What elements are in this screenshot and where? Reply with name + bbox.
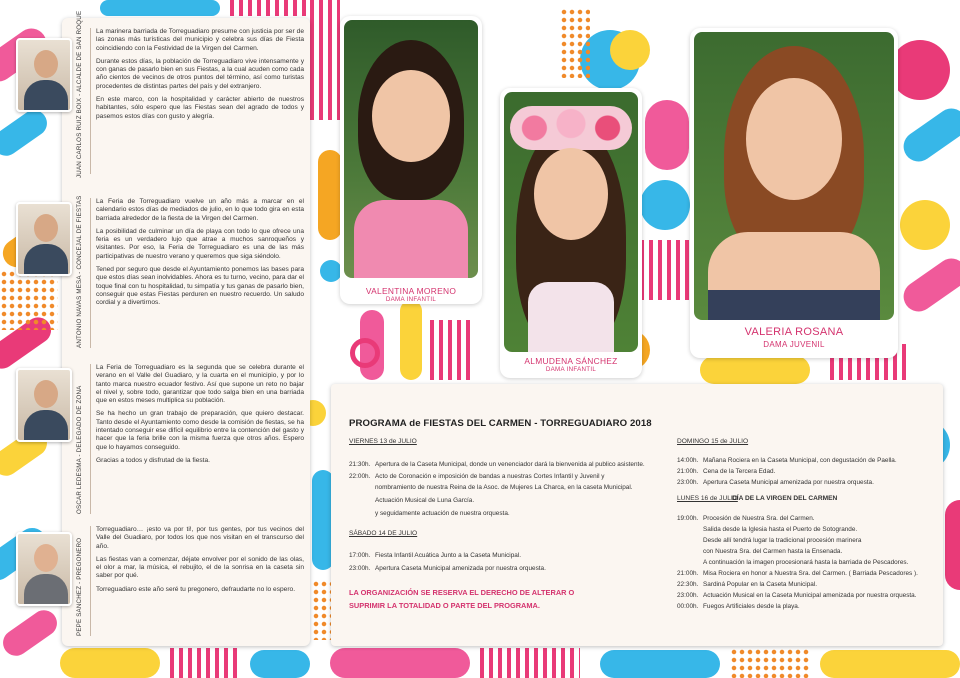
program-event: 14:00h. Mañana Rociera en la Caseta Municipal, con degustación de Paella. [677, 457, 897, 464]
day-heading: VIERNES 13 de JULIO [349, 438, 417, 445]
program-event: y seguidamente actuación de nuestra orquesta. [375, 510, 510, 517]
greeting-delegate [62, 364, 310, 514]
greeting-text: La Feria de Torreguadiaro vuelve un año más a marcar en el calendario estos días de mediados de julio, en lo que todo gira en esta barriada alrededor de la fiesta de la Virgen del Carmen. La posibilidad de culminar un día de playa con todo lo que ofrece una feria es un verdadero lujo que atrae a muchos sanroqueños y visitantes. Por eso, la Feria de Torreguadiaro es una de las más participativas de nuestro verano y queremos que siga siéndolo. Tened por seguro que desde el Ayuntamiento ponemos las bases para que estos días sean inolvidables. Ahora es tu turno, vecino, para dar el toque final con tu hospitalidad, tu simpatía y tus ganas de pasarlo bien, conseguir que estas Fiestas perduren en nuestro recuerdo. Un saludo cordial y a divertirnos. [96, 198, 304, 307]
organization-notice: LA ORGANIZACIÓN SE RESERVA EL DERECHO DE ALTERAR O SUPRIMIR LA TOTALIDAD O PARTE DEL PROGRAMA. [349, 588, 575, 610]
program-panel [331, 384, 943, 646]
greeting-text: La marinera barriada de Torreguadiaro presume con justicia por ser de las zonas más turísticas del municipio y celebra sus días de Fiesta coincidiendo con la Festividad de la Virgen del Carmen. Durante estos días, la población de Torreguadiaro vive intensamente y con ganas de pasarlo bien en sus Fiestas, a la cual acuden como cada año cientos de vecinos de otros puntos del término, así como turistas procedentes de distintas partes del país y del extranjero. En este marco, con la hospitalidad y carácter abierto de nuestros habitantes, sólo espero que las Fiestas sean del agrado de todos y pasemos estos días con gusto y alegría. [96, 28, 304, 120]
person-caption: ANTONIO NAVAS MESA - CONCEJAL DE FIESTAS [76, 195, 83, 348]
program-event: 00:00h. Fuegos Artificiales desde la playa. [677, 603, 800, 610]
program-event: Desde allí tendrá lugar la tradicional procesión marinera [703, 537, 862, 544]
dama-role: DAMA INFANTIL [385, 296, 437, 303]
dama-name: VALENTINA MORENO [365, 286, 457, 296]
program-event: 21:00h. Misa Rociera en honor a Nuestra Sra. del Carmen. ( Barriada Pescadores ). [677, 570, 918, 577]
day-heading: SÁBADO 14 DE JULIO [349, 530, 418, 537]
greeting-text: Torreguadiaro… ¡esto va por ti!, por tus gentes, por tus vecinos del Valle del Guadiaro, por todos los que nos visitan en el transcurso del año. Las fiestas van a comenzar, déjate envolver por el sonido de las olas, el olor a mar, la música, el rebujito, el de la sonrisa en la caseta sin saber por qué. Torreguadiaro este año seré tu pregonero, defraudarte no lo espero. [96, 526, 304, 593]
person-caption: PEPE SÁNCHEZ - PREGONERO [76, 537, 83, 636]
photo-card-almudena [500, 88, 642, 378]
dama-role: DAMA INFANTIL [545, 366, 597, 373]
program-event: 22:00h. Acto de Coronación e imposición de bandas a nuestras Cortes Infantil y Juvenil y [349, 473, 605, 480]
dama-name: ALMUDENA SÁNCHEZ [524, 356, 618, 366]
program-event: nombramiento de nuestra Reina de la Asoc. de Mujeres La Charca, en la caseta Municipal. [375, 484, 633, 491]
program-event: Actuación Musical de Luna García. [375, 497, 475, 504]
delegate-portrait [16, 368, 72, 442]
program-event: Salida desde la Iglesia hasta el Puerto de Sotogrande. [703, 526, 858, 533]
program-event: 17:00h. Fiesta Infantil Acuática Junto a la Caseta Municipal. [349, 552, 521, 559]
person-caption: JUAN CARLOS RUIZ BOIX - ALCALDE DE SAN ROQUE [76, 10, 83, 178]
program-event: 23:00h. Apertura Caseta Municipal amenizada por nuestra orquesta. [677, 479, 874, 486]
greeting-text: La Feria de Torreguadiaro es la segunda que se celebra durante el verano en el Valle del Guadiaro, y la cuarta en el municipio, y por lo tanto marca nuestro ecuador festivo. Así que supone un reto no bajar el nivel y, sobre todo, garantizar que todo salga bien en una barriada que en estos meses multiplica su población. Se ha hecho un gran trabajo de preparación, que quiero destacar. Tanto desde el Ayuntamiento como desde la comisión de fiestas, se ha intentado conseguir ese difícil equilibrio entre la contención del gasto y hacer que la feria brille con la misma fuerza que otros años. Espero que lo hayamos conseguido. Gracias a todos y disfrutad de la fiesta. [96, 364, 304, 464]
day-subheading: DÍA DE LA VIRGEN DEL CARMEN [732, 495, 838, 502]
program-event: 22:30h. Sardiná Popular en la Caseta Municipal. [677, 581, 818, 588]
program-event: 21:00h. Cena de la Tercera Edad. [677, 468, 776, 475]
photo-card-valeria [690, 28, 898, 358]
greeting-mayor [62, 10, 310, 178]
dama-name: VALERIA ROSANA [744, 326, 844, 338]
program-event: 21:30h. Apertura de la Caseta Municipal, donde un venenciador dará la bienvenida al publico asistente. [349, 461, 645, 468]
day-heading: LUNES 16 de JULIO [677, 495, 738, 502]
greetings-panel [62, 10, 310, 646]
dama-role: DAMA JUVENIL [763, 340, 825, 349]
program-event: 19:00h. Procesión de Nuestra Sra. del Carmen. [677, 515, 815, 522]
valeria-photo [694, 32, 894, 320]
photo-card-valentina [340, 16, 482, 304]
program-event: A continuación la imagen procesionará hasta la barriada de Pescadores. [703, 559, 909, 566]
program-event: 23:00h. Apertura Caseta Municipal amenizada por nuestra orquesta. [349, 565, 546, 572]
person-caption: OSCAR LEDESMA - DELEGADO DE ZONA [76, 385, 83, 514]
valentina-photo [344, 20, 478, 278]
councillor-portrait [16, 202, 72, 276]
greeting-herald [62, 526, 310, 636]
mayor-portrait [16, 38, 72, 112]
program-event: con Nuestra Sra. del Carmen hasta la Ensenada. [703, 548, 843, 555]
herald-portrait [16, 532, 72, 606]
almudena-photo [504, 92, 638, 352]
program-event: 23:00h. Actuación Musical en la Caseta Municipal amenizada por nuestra orquesta. [677, 592, 917, 599]
day-heading: DOMINGO 15 de JULIO [677, 438, 749, 445]
program-title: PROGRAMA de FIESTAS DEL CARMEN - TORREGUADIARO 2018 [349, 418, 652, 429]
greeting-councillor [62, 195, 310, 358]
